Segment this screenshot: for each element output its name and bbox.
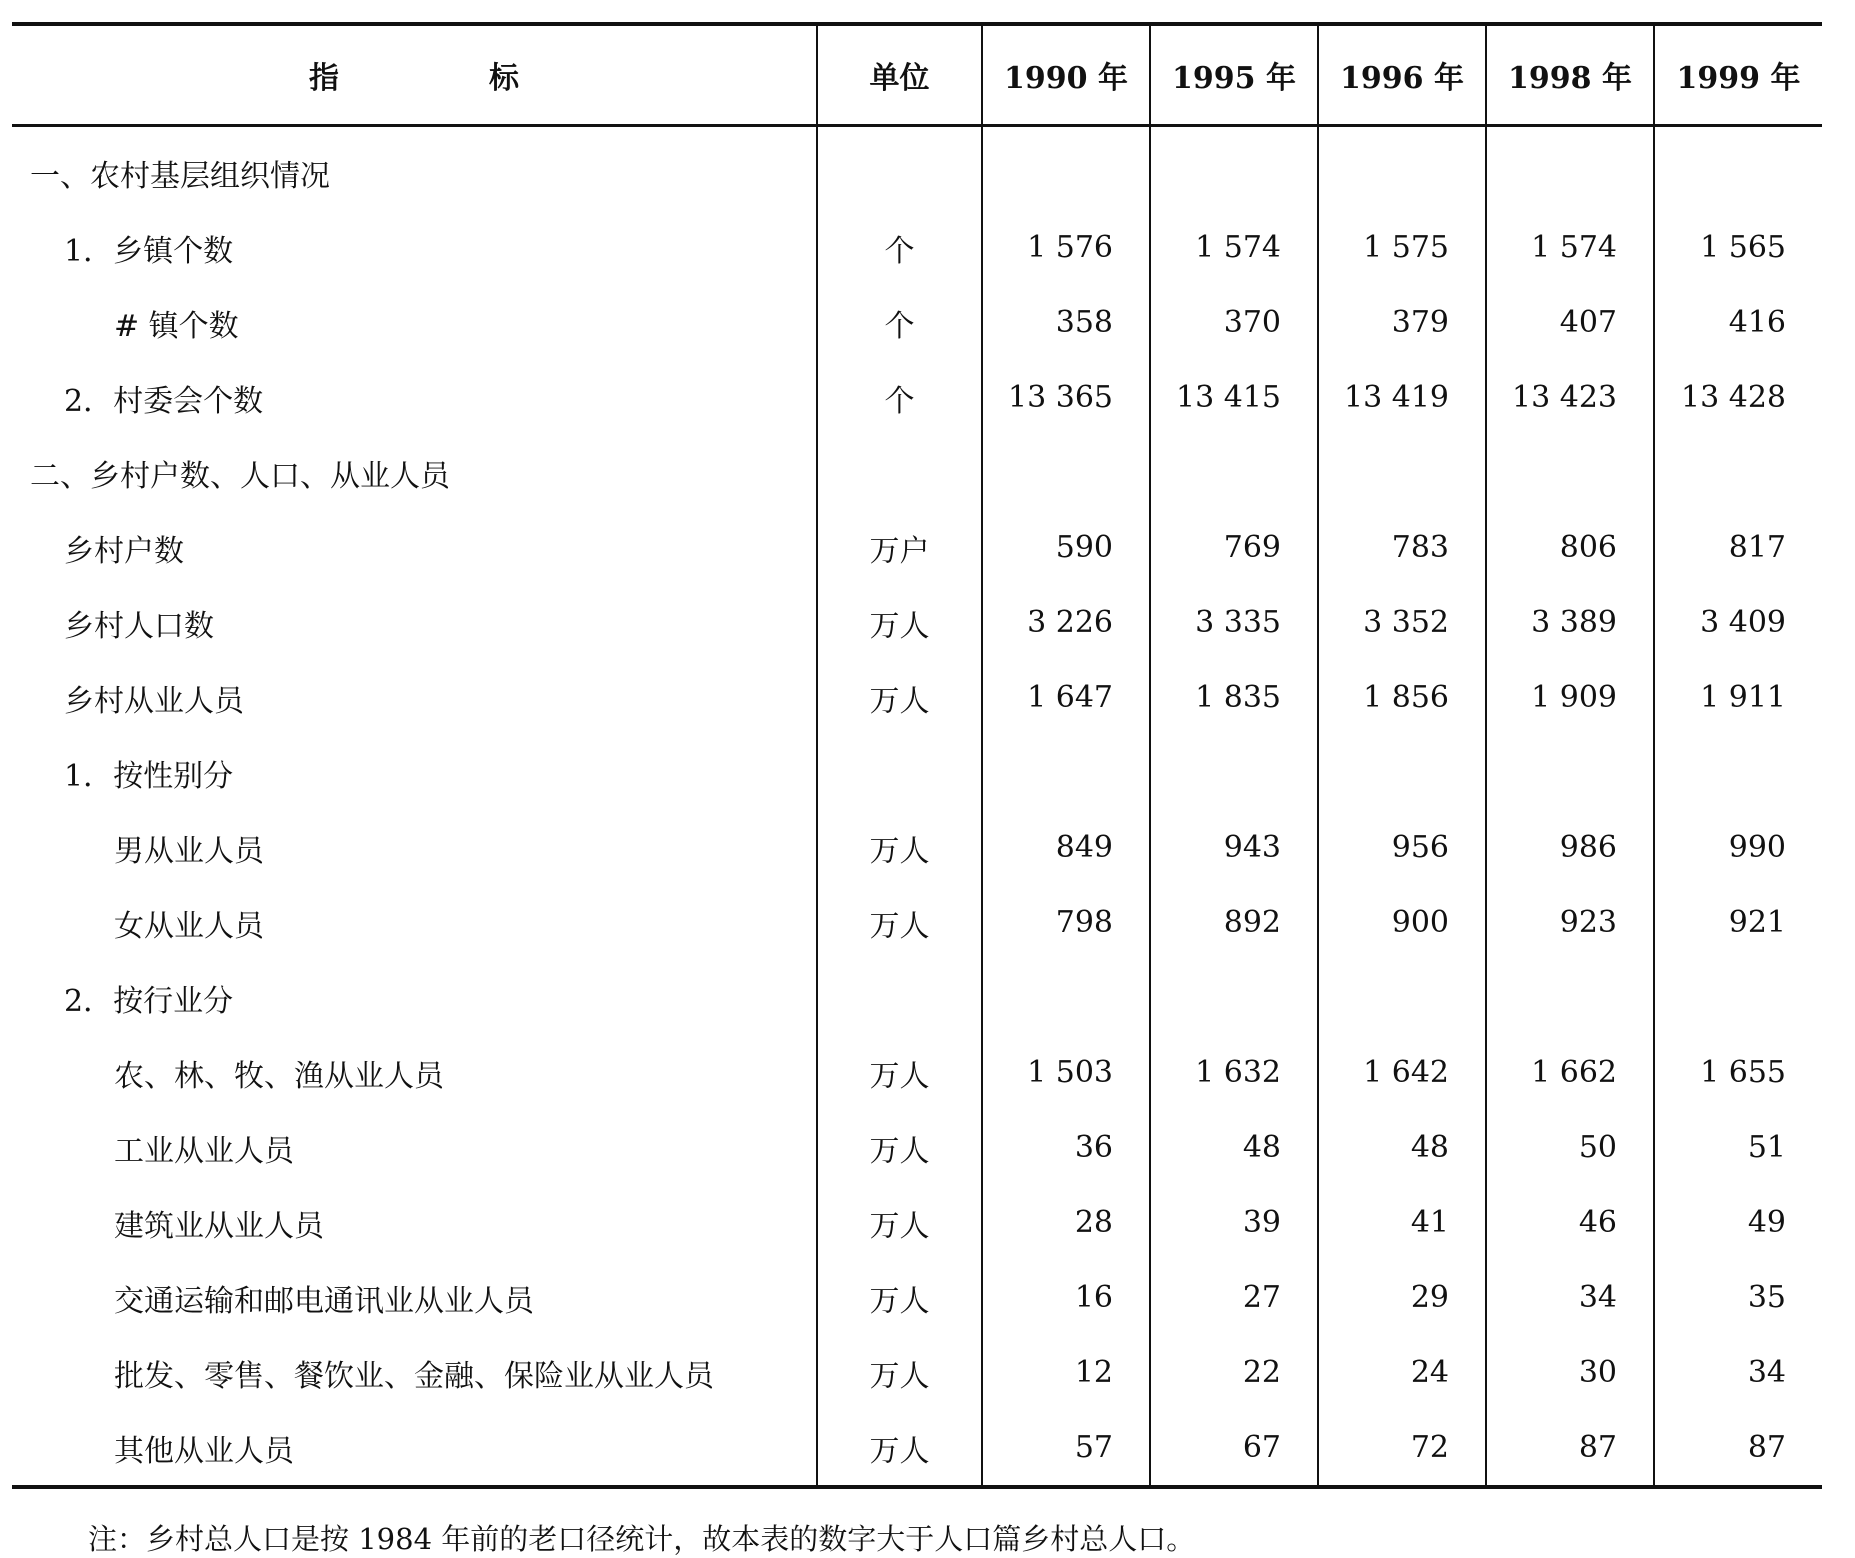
row-unit: 万人: [817, 1110, 982, 1185]
table-row: [12, 1185, 1822, 1260]
row-value: [1318, 735, 1486, 810]
row-indicator-label: 2．按行业分: [64, 983, 234, 1019]
row-value: 943: [1150, 810, 1318, 885]
table-row: [12, 360, 1822, 435]
header-year: 1990 年: [982, 24, 1150, 126]
row-value: 416: [1654, 285, 1822, 360]
header-indicator: 指 标: [12, 24, 817, 126]
row-value: [982, 735, 1150, 810]
row-value: 41: [1318, 1185, 1486, 1260]
row-indicator-label: 1．按性别分: [64, 758, 234, 794]
row-value: 24: [1318, 1335, 1486, 1410]
row-value: [982, 960, 1150, 1035]
header-year: 1998 年: [1486, 24, 1654, 126]
row-unit: 万人: [817, 1035, 982, 1110]
row-value: 1 576: [982, 210, 1150, 285]
table-row: [12, 210, 1822, 285]
row-value: 806: [1486, 510, 1654, 585]
row-value: [1486, 435, 1654, 510]
table-row: [12, 1410, 1822, 1487]
row-value: [982, 126, 1150, 211]
row-value: 1 911: [1654, 660, 1822, 735]
row-value: 34: [1654, 1335, 1822, 1410]
row-value: 1 574: [1150, 210, 1318, 285]
row-value: 892: [1150, 885, 1318, 960]
row-value: 1 856: [1318, 660, 1486, 735]
row-value: 13 365: [982, 360, 1150, 435]
row-indicator-label: 工业从业人员: [114, 1133, 294, 1169]
header-unit: 单位: [817, 24, 982, 126]
table-row: [12, 285, 1822, 360]
row-value: 87: [1486, 1410, 1654, 1487]
table-row: [12, 126, 1822, 211]
table-row: [12, 1110, 1822, 1185]
row-indicator-label: 乡村人口数: [64, 608, 214, 644]
row-value: 3 389: [1486, 585, 1654, 660]
row-value: [1150, 960, 1318, 1035]
row-unit: 万人: [817, 1410, 982, 1487]
row-indicator-label: 其他从业人员: [114, 1433, 294, 1469]
row-value: [1150, 735, 1318, 810]
row-value: 590: [982, 510, 1150, 585]
header-year: 1995 年: [1150, 24, 1318, 126]
row-indicator-label: 2．村委会个数: [64, 383, 264, 419]
row-value: 48: [1318, 1110, 1486, 1185]
row-value: 817: [1654, 510, 1822, 585]
row-value: [1318, 960, 1486, 1035]
table-header-row: [12, 24, 1822, 126]
row-value: [1150, 435, 1318, 510]
row-value: 39: [1150, 1185, 1318, 1260]
row-value: 923: [1486, 885, 1654, 960]
row-value: 3 352: [1318, 585, 1486, 660]
row-value: [1654, 960, 1822, 1035]
table-footnote: 注：乡村总人口是按 1984 年前的老口径统计，故本表的数字大于人口篇乡村总人口。: [88, 1522, 1196, 1556]
row-value: 379: [1318, 285, 1486, 360]
row-value: 35: [1654, 1260, 1822, 1335]
row-value: [1318, 126, 1486, 211]
rural-statistics-table: [12, 22, 1822, 1489]
row-value: 13 415: [1150, 360, 1318, 435]
row-unit: 个: [817, 210, 982, 285]
row-value: 1 565: [1654, 210, 1822, 285]
row-unit: 万户: [817, 510, 982, 585]
row-value: [982, 435, 1150, 510]
row-value: 13 428: [1654, 360, 1822, 435]
row-unit: [817, 735, 982, 810]
row-value: 13 423: [1486, 360, 1654, 435]
row-value: 1 655: [1654, 1035, 1822, 1110]
row-value: [1486, 126, 1654, 211]
row-value: 28: [982, 1185, 1150, 1260]
row-value: [1486, 735, 1654, 810]
row-value: 783: [1318, 510, 1486, 585]
row-value: 16: [982, 1260, 1150, 1335]
table-row: [12, 1335, 1822, 1410]
row-indicator-label: 1．乡镇个数: [64, 233, 234, 269]
row-value: 34: [1486, 1260, 1654, 1335]
row-unit: [817, 960, 982, 1035]
row-value: 51: [1654, 1110, 1822, 1185]
row-value: 67: [1150, 1410, 1318, 1487]
table-row: [12, 1035, 1822, 1110]
table-row: [12, 435, 1822, 510]
row-value: 12: [982, 1335, 1150, 1410]
row-value: 1 909: [1486, 660, 1654, 735]
row-value: 36: [982, 1110, 1150, 1185]
row-value: 1 642: [1318, 1035, 1486, 1110]
row-value: 990: [1654, 810, 1822, 885]
row-value: 3 409: [1654, 585, 1822, 660]
row-value: 1 662: [1486, 1035, 1654, 1110]
statistics-page: [12, 22, 1822, 1556]
header-year: 1996 年: [1318, 24, 1486, 126]
row-value: 72: [1318, 1410, 1486, 1487]
row-value: 48: [1150, 1110, 1318, 1185]
row-value: 3 226: [982, 585, 1150, 660]
table-row: [12, 660, 1822, 735]
row-value: 900: [1318, 885, 1486, 960]
row-value: [1654, 735, 1822, 810]
row-value: 3 335: [1150, 585, 1318, 660]
row-indicator-label: 建筑业从业人员: [114, 1208, 324, 1244]
row-value: 798: [982, 885, 1150, 960]
row-unit: 万人: [817, 1335, 982, 1410]
row-value: 29: [1318, 1260, 1486, 1335]
row-unit: 个: [817, 360, 982, 435]
row-indicator-label: 乡村从业人员: [64, 683, 244, 719]
row-value: 27: [1150, 1260, 1318, 1335]
row-value: 956: [1318, 810, 1486, 885]
row-value: 87: [1654, 1410, 1822, 1487]
row-value: 358: [982, 285, 1150, 360]
row-value: 49: [1654, 1185, 1822, 1260]
row-value: 986: [1486, 810, 1654, 885]
row-value: [1150, 126, 1318, 211]
row-value: 30: [1486, 1335, 1654, 1410]
row-indicator-label: 男从业人员: [114, 833, 264, 869]
row-indicator-label: 农、林、牧、渔从业人员: [114, 1058, 444, 1094]
row-value: 921: [1654, 885, 1822, 960]
table-row: [12, 885, 1822, 960]
row-value: 370: [1150, 285, 1318, 360]
row-value: 407: [1486, 285, 1654, 360]
row-value: [1318, 435, 1486, 510]
row-indicator-label: 乡村户数: [64, 533, 184, 569]
row-value: 769: [1150, 510, 1318, 585]
row-value: 1 575: [1318, 210, 1486, 285]
table-row: [12, 510, 1822, 585]
row-value: 1 835: [1150, 660, 1318, 735]
row-indicator-label: 二、乡村户数、人口、从业人员: [30, 458, 450, 494]
row-value: 1 503: [982, 1035, 1150, 1110]
row-unit: 万人: [817, 585, 982, 660]
row-unit: 个: [817, 285, 982, 360]
row-indicator-label: 交通运输和邮电通讯业从业人员: [114, 1283, 534, 1319]
row-value: [1654, 435, 1822, 510]
row-unit: [817, 435, 982, 510]
row-value: 1 632: [1150, 1035, 1318, 1110]
row-value: 57: [982, 1410, 1150, 1487]
table-row: [12, 810, 1822, 885]
row-indicator-label: 女从业人员: [114, 908, 264, 944]
row-value: [1486, 960, 1654, 1035]
table-row: [12, 1260, 1822, 1335]
row-value: 50: [1486, 1110, 1654, 1185]
row-unit: 万人: [817, 885, 982, 960]
table-row: [12, 960, 1822, 1035]
row-unit: 万人: [817, 810, 982, 885]
row-indicator-label: # 镇个数: [114, 308, 239, 344]
row-value: 46: [1486, 1185, 1654, 1260]
row-indicator-label: 一、农村基层组织情况: [30, 158, 330, 194]
row-unit: 万人: [817, 1260, 982, 1335]
row-unit: 万人: [817, 660, 982, 735]
row-value: 13 419: [1318, 360, 1486, 435]
row-unit: [817, 126, 982, 211]
row-value: 1 574: [1486, 210, 1654, 285]
row-value: 849: [982, 810, 1150, 885]
table-row: [12, 585, 1822, 660]
row-value: 1 647: [982, 660, 1150, 735]
table-row: [12, 735, 1822, 810]
row-indicator-label: 批发、零售、餐饮业、金融、保险业从业人员: [114, 1358, 714, 1394]
header-year: 1999 年: [1654, 24, 1822, 126]
row-unit: 万人: [817, 1185, 982, 1260]
row-value: [1654, 126, 1822, 211]
row-value: 22: [1150, 1335, 1318, 1410]
